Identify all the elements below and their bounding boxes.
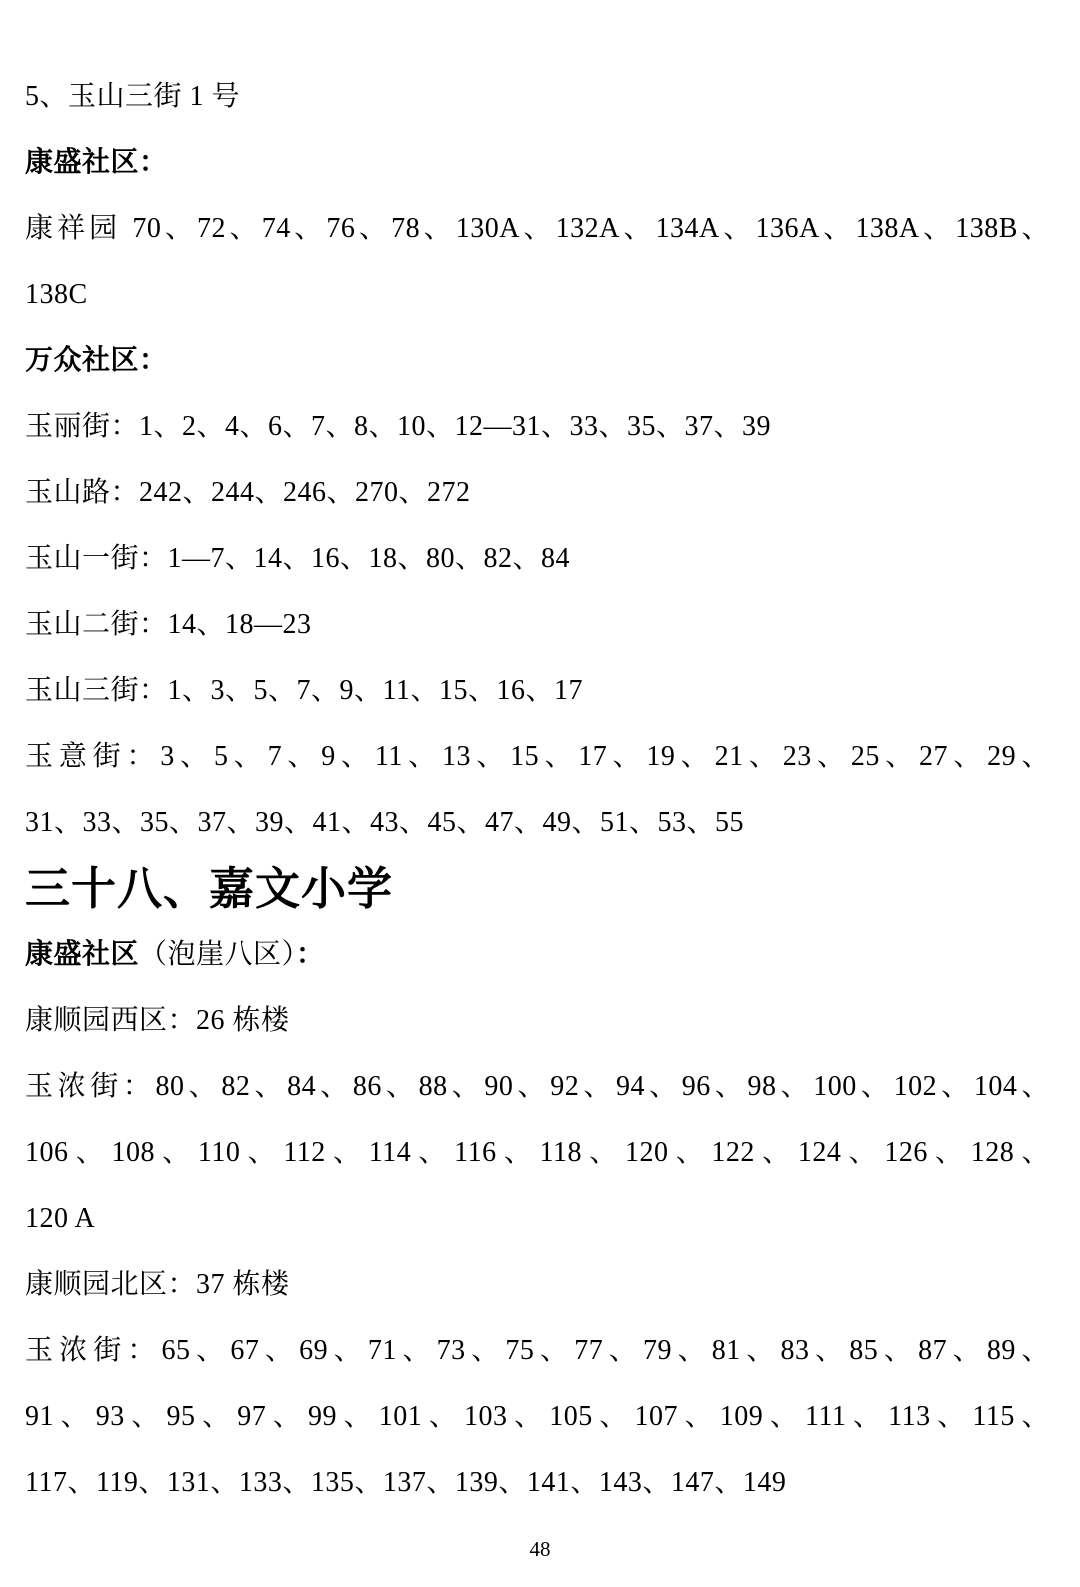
text-run: 120 A (25, 1203, 96, 1234)
text-run: 万众社区： (25, 345, 168, 376)
text-run: 5、玉山三街 1 号 (25, 81, 241, 112)
section-label (25, 328, 1050, 394)
text-run: 三十八、嘉文小学 (25, 863, 394, 914)
text-run: 91、93、95、97、99、101、103、105、107、109、111、113、115、 (25, 1401, 1050, 1432)
section-label (25, 130, 1050, 196)
text-run: 康盛社区： (25, 147, 168, 178)
address-line (25, 1054, 1050, 1120)
text-run: 106、108、110、112、114、116、118、120、122、124、126、128、 (25, 1137, 1050, 1168)
text-run: 玉浓街：65、67、69、71、73、75、77、79、81、83、85、87、89、 (25, 1335, 1050, 1366)
address-line (25, 790, 1050, 856)
address-line (25, 526, 1050, 592)
address-line (25, 1252, 1050, 1318)
address-line (25, 262, 1050, 328)
page-number: 48 (529, 1537, 551, 1561)
address-line (25, 658, 1050, 724)
text-run: 117、119、131、133、135、137、139、141、143、147、149 (25, 1467, 787, 1498)
address-line (25, 394, 1050, 460)
document-body (25, 64, 1050, 1516)
text-run: 康盛社区 (25, 939, 140, 970)
address-line (25, 1318, 1050, 1384)
address-line (25, 592, 1050, 658)
text-run: 31、33、35、37、39、41、43、45、47、49、51、53、55 (25, 807, 745, 838)
text-run: 玉丽街：1、2、4、6、7、8、10、12—31、33、35、37、39 (25, 411, 772, 442)
address-line (25, 1450, 1050, 1516)
chapter-heading (25, 856, 1050, 922)
text-run: （泡崖八区） (139, 939, 297, 970)
text-run: 玉浓街：80、82、84、86、88、90、92、94、96、98、100、102、104、 (25, 1071, 1050, 1102)
text-run: 玉山一街：1—7、14、16、18、80、82、84 (25, 543, 571, 574)
text-run: ： (296, 939, 325, 970)
address-line (25, 988, 1050, 1054)
address-line (25, 1186, 1050, 1252)
text-run: 康祥园 70、72、74、76、78、130A、132A、134A、136A、138A、138B、 (25, 213, 1050, 244)
address-line (25, 724, 1050, 790)
text-run: 玉山二街：14、18—23 (25, 609, 312, 640)
section-label (25, 922, 1050, 988)
text-run: 138C (25, 279, 88, 310)
text-run: 康顺园北区：37 栋楼 (25, 1269, 290, 1300)
text-run: 玉意街：3、5、7、9、11、13、15、17、19、21、23、25、27、29、 (25, 741, 1050, 772)
address-line (25, 460, 1050, 526)
address-line (25, 1384, 1050, 1450)
address-line (25, 196, 1050, 262)
address-line (25, 1120, 1050, 1186)
text-run: 玉山路：242、244、246、270、272 (25, 477, 471, 508)
text-run: 康顺园西区：26 栋楼 (25, 1005, 290, 1036)
address-line (25, 64, 1050, 130)
text-run: 玉山三街：1、3、5、7、9、11、15、16、17 (25, 675, 583, 706)
